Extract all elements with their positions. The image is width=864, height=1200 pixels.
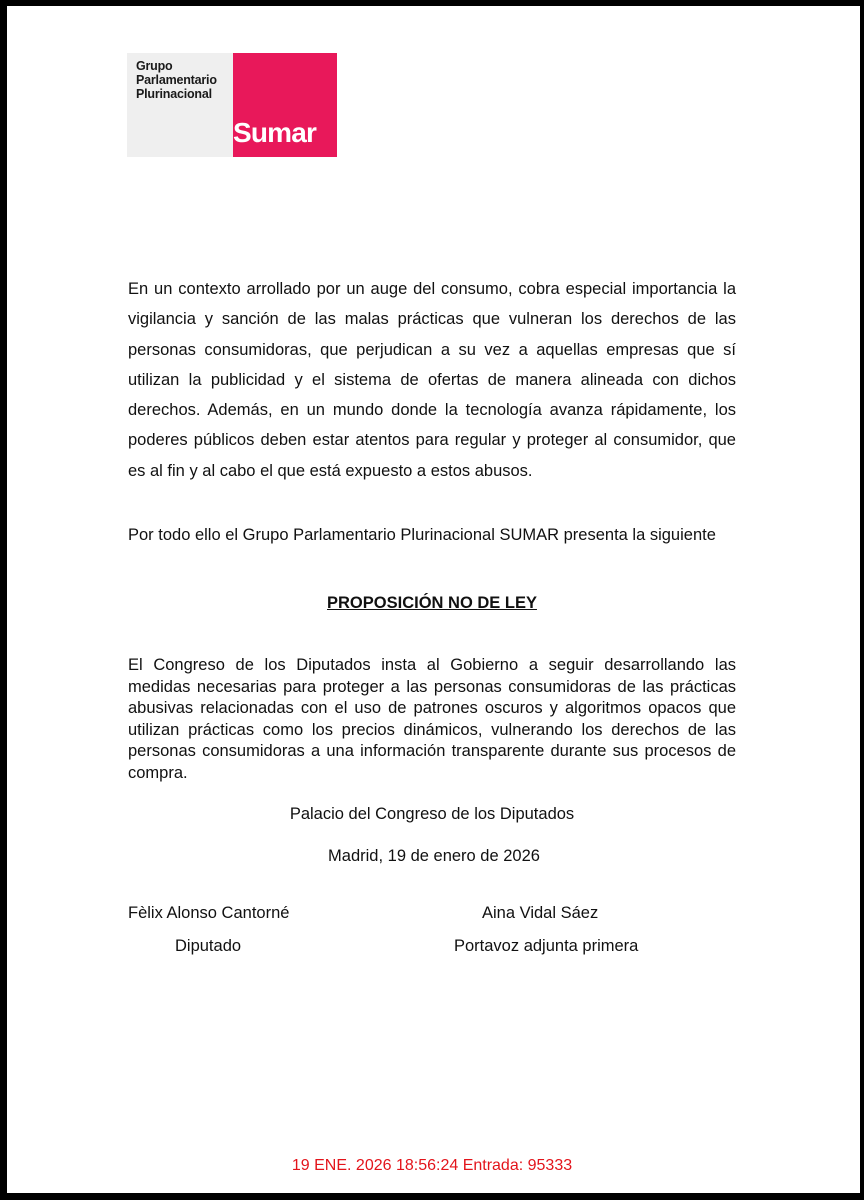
proposal-body-paragraph: El Congreso de los Diputados insta al Gobierno a seguir desarrollando las medidas necesarias para proteger a las personas consumidoras de las prácticas abusivas relacionadas con el uso de patrones oscuros y algoritmos opacos que utilizan prácticas como los precios dinámicos, vulnerando los derechos de las personas consumidoras a una información transparente durante sus procesos de compra. (128, 656, 736, 782)
logo-brand-name: Sumar (233, 117, 317, 148)
logo-group-name (136, 59, 217, 101)
signatory-2-name: Aina Vidal Sáez (482, 904, 599, 922)
sumar-logo (127, 53, 337, 157)
document-date: Madrid, 19 de enero de 2026 (328, 847, 540, 865)
document-place: Palacio del Congreso de los Diputados (289, 805, 575, 823)
frame-bottom-border (0, 1193, 864, 1200)
signatory-1-name: Fèlix Alonso Cantorné (128, 904, 290, 922)
lead-sentence: Por todo ello el Grupo Parlamentario Plurinacional SUMAR presenta la siguiente (128, 526, 716, 544)
signatory-1-role: Diputado (175, 937, 242, 955)
logo-group-line-1: Grupo (136, 59, 173, 73)
signatory-2-role: Portavoz adjunta primera (454, 937, 639, 955)
intro-paragraph: En un contexto arrollado por un auge del consumo, cobra especial importancia la vigilancia y sanción de las malas prácticas que vulneran los derechos de las personas consumidoras, que perjudican a su vez a aquellas empresas que sí utilizan la publicidad y el sistema de ofertas de manera alineada con dichos derechos. Además, en un mundo donde la tecnología avanza rápidamente, los poderes públicos deben estar atentos para regular y proteger al consumidor, que es al fin y al cabo el que está expuesto a estos abusos. (128, 280, 736, 480)
registry-entry-stamp: 19 ENE. 2026 18:56:24 Entrada: 95333 (291, 1157, 573, 1174)
logo-group-line-2: Parlamentario (136, 73, 217, 87)
document-heading: PROPOSICIÓN NO DE LEY (327, 594, 537, 612)
logo-group-line-3: Plurinacional (136, 87, 212, 101)
frame-top-border (0, 0, 864, 6)
